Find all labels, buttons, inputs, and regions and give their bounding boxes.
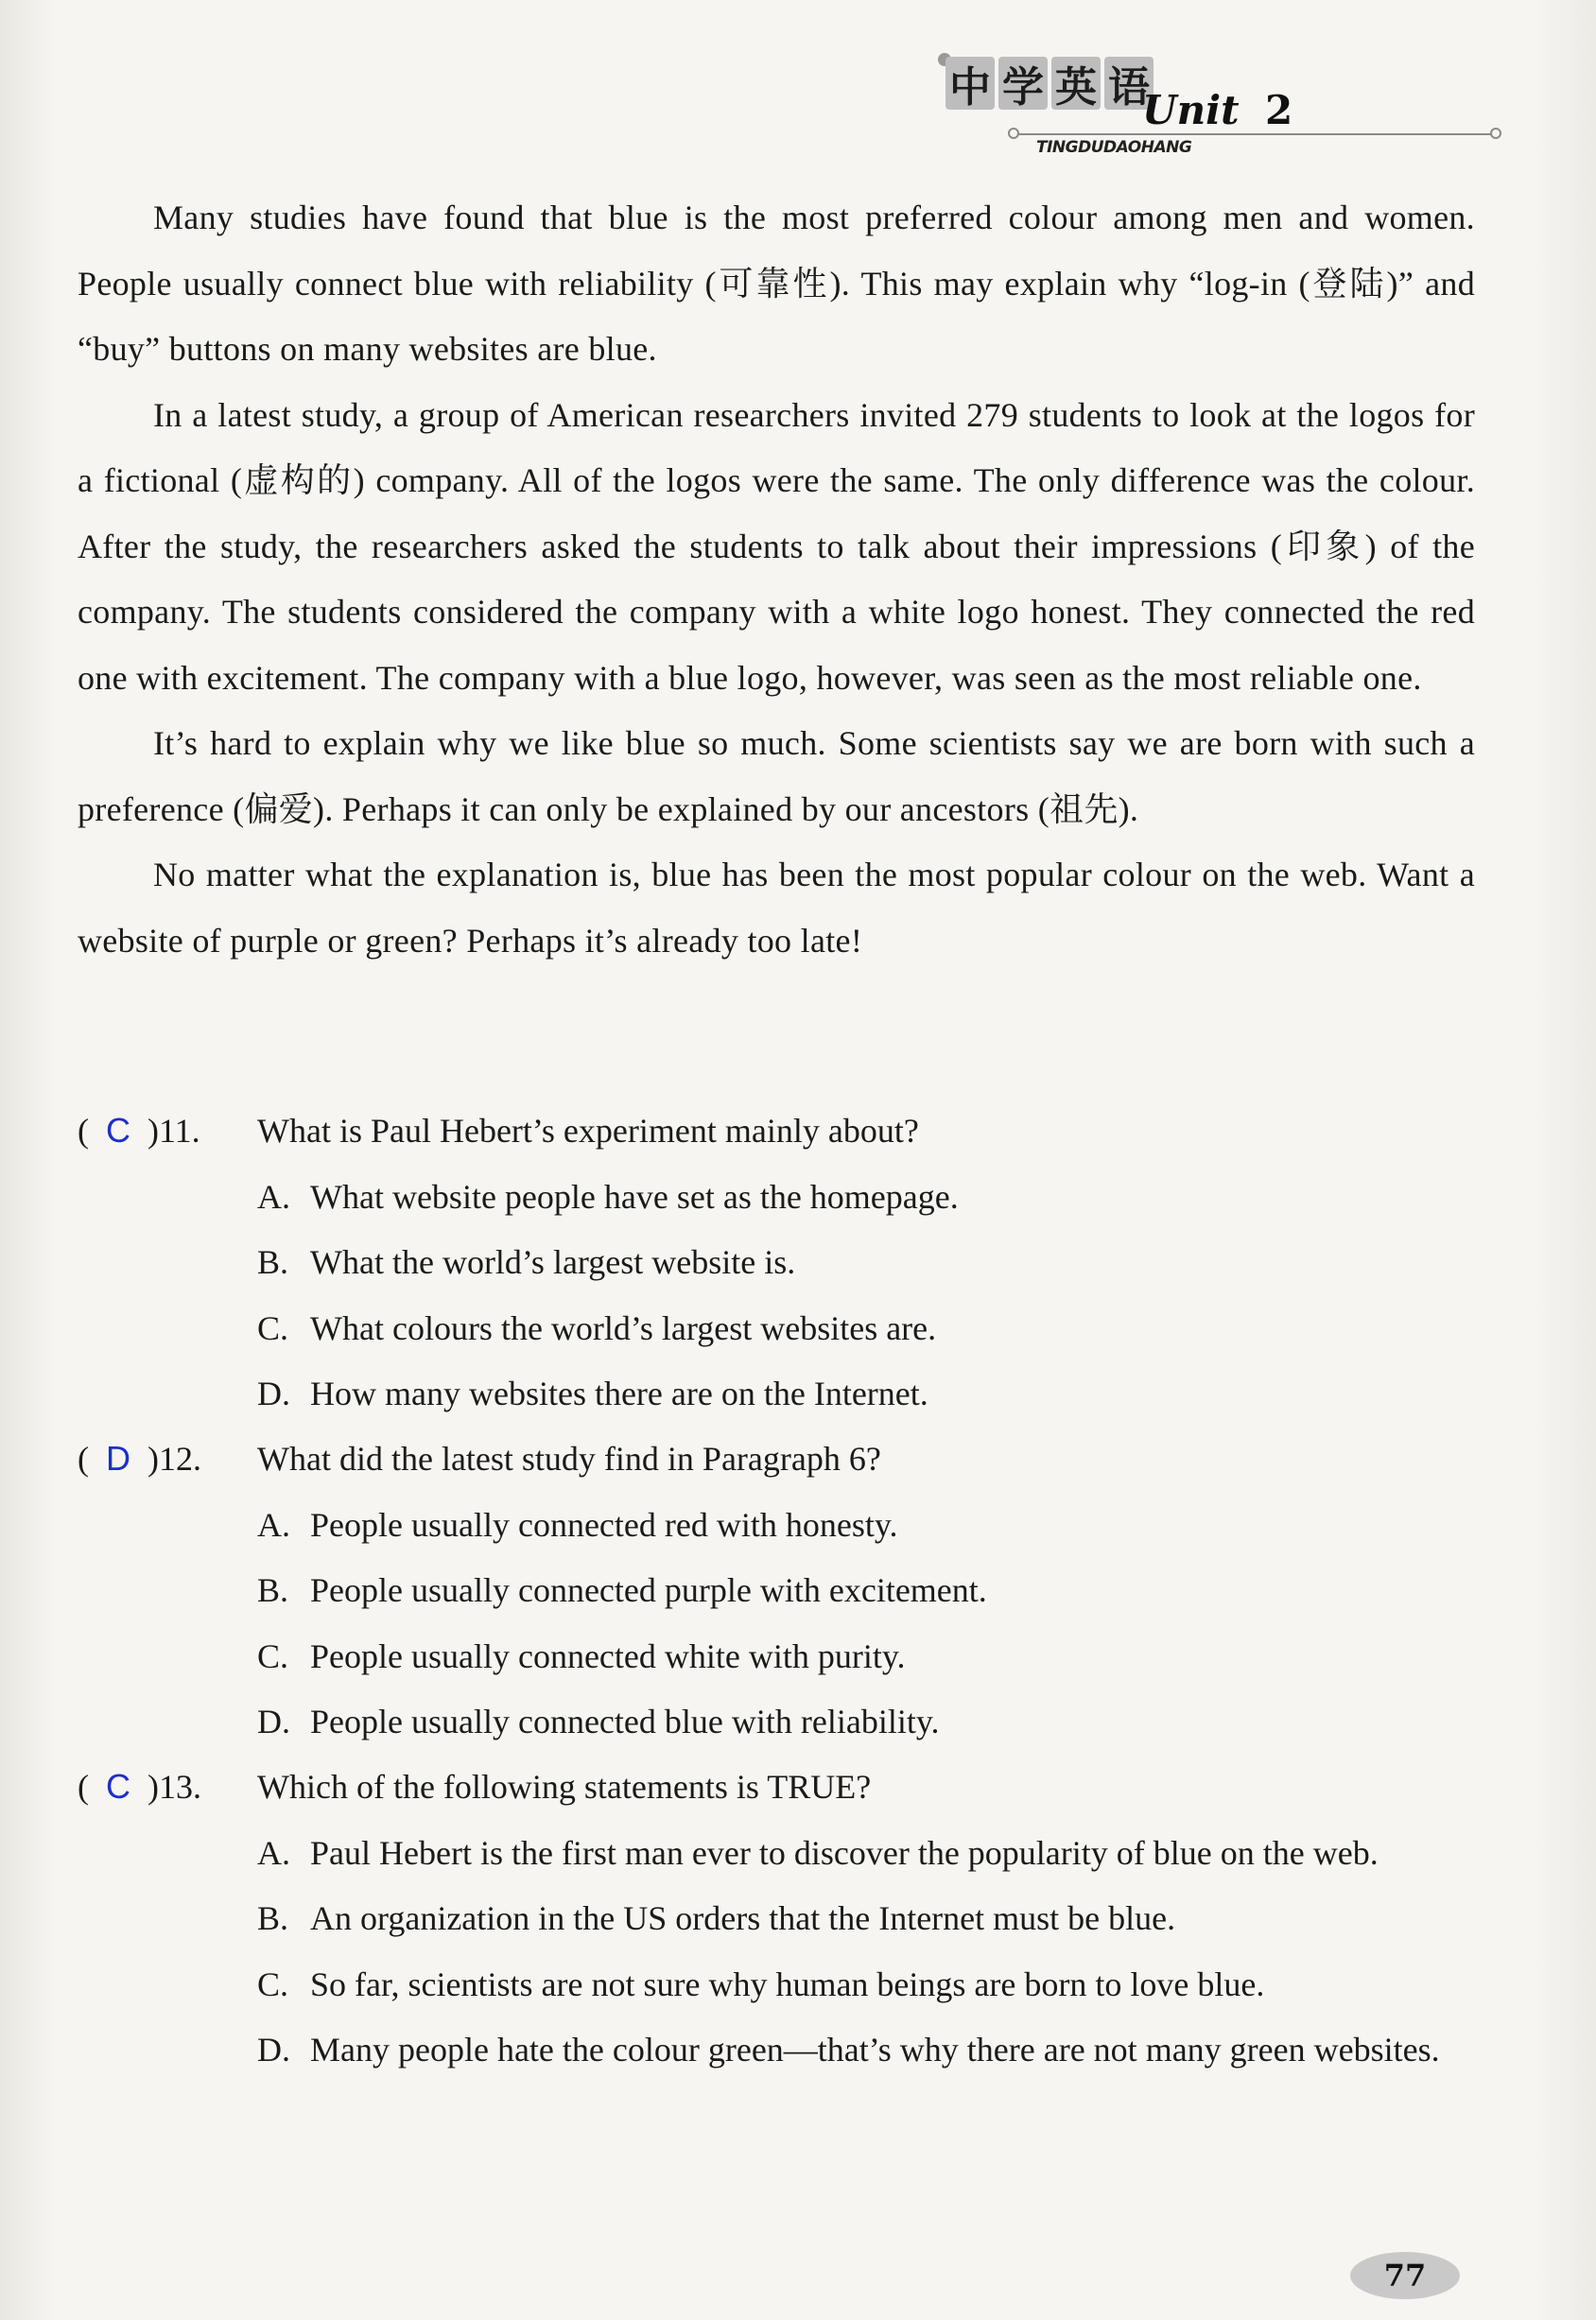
option-letter: B.	[257, 1243, 289, 1281]
answer-mark: C	[106, 1111, 130, 1150]
answer-bracket: ( D )12.	[78, 1439, 201, 1478]
option-text: What the world’s largest website is.	[310, 1243, 796, 1281]
question-number: 13.	[159, 1768, 201, 1806]
question-stem-row	[78, 1754, 1477, 1821]
reading-passage	[78, 185, 1475, 974]
option-text: So far, scientists are not sure why human beings are born to love blue.	[310, 1965, 1265, 2003]
option-text: How many websites there are on the Internet.	[310, 1375, 928, 1412]
option-letter: C.	[257, 1636, 289, 1675]
option-letter: D.	[257, 2031, 290, 2069]
option	[257, 1493, 1477, 1559]
option-text: People usually connected white with purity.	[310, 1636, 906, 1675]
answer-mark: C	[106, 1767, 130, 1806]
option	[257, 1689, 1477, 1756]
header-char-box: 英	[1051, 57, 1101, 110]
paragraph: In a latest study, a group of American researchers invited 279 students to look at the logos for a fictional (虚构的) company. All of the logos were the same. The only difference was the colour. After the study, the researchers asked the students to talk about their impressions (印象) of the company. The students considered the company with a white logo honest. They connected the red one with excitement. The company with a blue logo, however, was seen as the most reliable one.	[78, 395, 1475, 697]
question-stem: What did the latest study find in Paragraph 6?	[257, 1440, 881, 1478]
header-rule-dot	[1008, 128, 1019, 139]
answer-bracket: ( C )13.	[78, 1767, 201, 1806]
option-text: Paul Hebert is the first man ever to discover the popularity of blue on the web.	[310, 1833, 1379, 1872]
question-12	[78, 1426, 1477, 1756]
option-list	[257, 1821, 1477, 2084]
question-stem-row	[78, 1426, 1477, 1493]
option-text: Many people hate the colour green—that’s why there are not many green websites.	[310, 2031, 1440, 2069]
unit-number: 2	[1265, 87, 1293, 133]
option	[257, 1821, 1477, 1887]
header-char-box: 中	[945, 57, 995, 110]
option-letter: B.	[257, 1571, 289, 1609]
option	[257, 1165, 1477, 1231]
header-rule-dot	[1490, 128, 1501, 139]
header-subtitle: TINGDUDAOHANG	[1036, 138, 1192, 157]
header-char-box: 语	[1104, 57, 1154, 110]
option	[257, 1886, 1477, 1952]
option-text: People usually connected purple with excitement.	[310, 1571, 987, 1609]
unit-label: Unit	[1142, 87, 1240, 133]
option-letter: B.	[257, 1899, 289, 1937]
option-list	[257, 1165, 1477, 1428]
page-number: 77	[1350, 2252, 1460, 2299]
option-text: People usually connected blue with reliability.	[310, 1703, 940, 1740]
paragraph: No matter what the explanation is, blue has been the most popular colour on the web. Want a website of purple or green? Perhaps it’s already too late!	[78, 856, 1475, 960]
option	[257, 1952, 1477, 2018]
option	[257, 1624, 1477, 1690]
option-text: What colours the world’s largest websites are.	[310, 1308, 937, 1347]
option-text: What website people have set as the homepage.	[310, 1177, 959, 1216]
option-text: An organization in the US orders that the Internet must be blue.	[310, 1899, 1176, 1937]
paragraph: Many studies have found that blue is the most preferred colour among men and women. People usually connect blue with reliability (可靠性). This may explain why “log-in (登陆)” and “buy” buttons on many websites are blue.	[78, 199, 1475, 368]
option	[257, 2017, 1477, 2084]
option	[257, 1558, 1477, 1624]
question-stem: What is Paul Hebert’s experiment mainly about?	[257, 1112, 919, 1150]
option-letter: A.	[257, 1177, 290, 1216]
option-letter: D.	[257, 1375, 290, 1412]
option-letter: D.	[257, 1703, 290, 1740]
question-number: 12.	[159, 1440, 201, 1478]
option-list	[257, 1493, 1477, 1756]
answer-bracket: ( C )11.	[78, 1111, 200, 1150]
option-letter: A.	[257, 1833, 290, 1872]
answer-mark: D	[106, 1439, 130, 1478]
paragraph: It’s hard to explain why we like blue so much. Some scientists say we are born with such a preference (偏爱). Perhaps it can only be explained by our ancestors (祖先).	[78, 724, 1475, 828]
header-char-box: 学	[998, 57, 1048, 110]
option-text: People usually connected red with honesty.	[310, 1505, 898, 1544]
option-letter: C.	[257, 1308, 289, 1347]
option-letter: A.	[257, 1505, 290, 1544]
option	[257, 1230, 1477, 1296]
question-number: 11.	[159, 1112, 200, 1150]
running-header	[945, 45, 1513, 159]
question-13	[78, 1754, 1477, 2084]
option	[257, 1361, 1477, 1428]
question-11	[78, 1098, 1477, 1428]
option	[257, 1296, 1477, 1362]
option-letter: C.	[257, 1965, 289, 2003]
header-rule	[1014, 133, 1496, 135]
question-stem: Which of the following statements is TRUE?	[257, 1768, 872, 1806]
question-stem-row	[78, 1098, 1477, 1165]
